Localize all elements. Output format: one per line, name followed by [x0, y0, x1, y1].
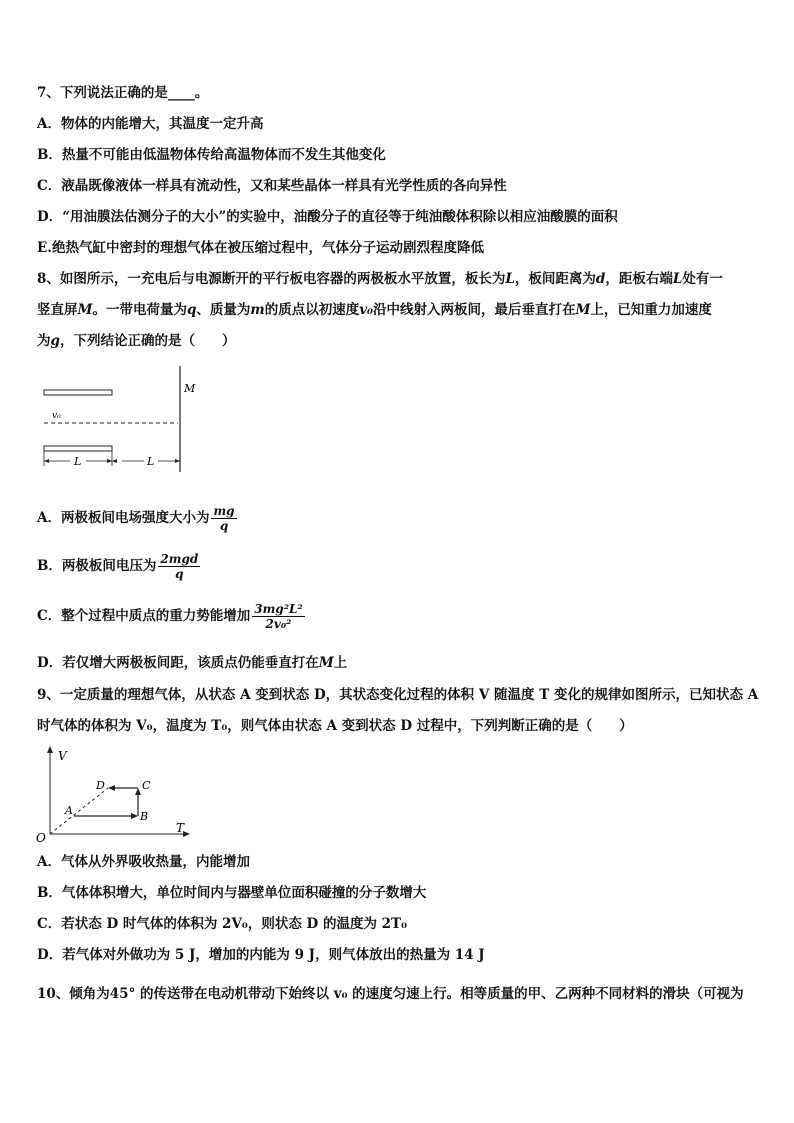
q9-stem-line1: 9、一定质量的理想气体，从状态 A 变到状态 D，其状态变化过程的体积 V 随温度 T 变化的规律如图所示，已知状态 A — [37, 687, 759, 703]
origin-label: O — [36, 831, 46, 844]
v-axis-label: V — [58, 749, 67, 763]
point-c-label: C — [142, 779, 151, 792]
q7-option-a: A．物体的内能增大，其温度一定升高 — [37, 116, 264, 132]
q9-option-d: D．若气体对外做功为 5 J，增加的内能为 9 J，则气体放出的热量为 14 J — [37, 947, 485, 963]
q7-option-d: D．“用油膜法估测分子的大小”的实验中，油酸分子的直径等于纯油酸体积除以相应油酸膜的面积 — [37, 209, 618, 225]
q10-stem-line1: 10、倾角为45° 的传送带在电动机带动下始终以 v₀ 的速度匀速上行。相等质量的甲、乙两种不同材料的滑块（可视为 — [37, 986, 744, 1002]
q8-stem-line1: 8、如图所示，一充电后与电源断开的平行板电容器的两极板水平放置，板长为L，板间距离为d，距板右端L处有一 — [37, 271, 723, 287]
q8-option-b: B．两极板间电压为 $\frac{\text{2mgd}}{q}$ — [37, 552, 199, 581]
point-d-label: D — [96, 779, 105, 792]
q7-option-e: E.绝热气缸中密封的理想气体在被压缩过程中，气体分子运动剧烈程度降低 — [37, 240, 484, 256]
point-a-label: A — [65, 804, 73, 817]
q7-option-b: B．热量不可能由低温物体传给高温物体而不发生其他变化 — [37, 147, 386, 163]
q7-option-c: C．液晶既像液体一样具有流动性，又和某些晶体一样具有光学性质的各向异性 — [37, 178, 507, 194]
length-label-1: L — [74, 455, 82, 468]
q8-stem-line2: 竖直屏M。一带电荷量为q、质量为m的质点以初速度v₀沿中线射入两板间，最后垂直打在M上，已知重力加速度 — [37, 302, 712, 318]
q7-stem: 7、下列说法正确的是____。 — [37, 85, 209, 101]
length-label-2: L — [147, 455, 155, 468]
q8-option-d: D．若仅增大两极板间距，该质点仍能垂直打在M上 — [37, 655, 348, 671]
t-axis-label: T — [176, 821, 185, 835]
v0-label: v₀ — [52, 411, 61, 421]
point-b-label: B — [140, 810, 149, 823]
capacitor-figure — [38, 366, 198, 476]
screen-label: M — [184, 382, 196, 395]
q9-option-b: B．气体体积增大，单位时间内与器壁单位面积碰撞的分子数增大 — [37, 885, 427, 901]
q8-option-c: C．整个过程中质点的重力势能增加 $\frac{\text{3mg²L²}}{\text{2v₀²}}$ — [37, 602, 303, 631]
q8-stem-line3: 为g，下列结论正确的是（ ） — [37, 333, 236, 349]
upper-plate — [44, 390, 112, 395]
q8-option-a: A．两极板间电场强度大小为 $\frac{mg}{q}$ — [37, 504, 235, 533]
vt-graph-figure — [34, 744, 194, 844]
q9-option-c: C．若状态 D 时气体的体积为 2V₀，则状态 D 的温度为 2T₀ — [37, 916, 407, 932]
q9-stem-line2: 时气体的体积为 V₀，温度为 T₀，则气体由状态 A 变到状态 D 过程中，下列判断正确的是（ ） — [37, 718, 633, 734]
q9-option-a: A．气体从外界吸收热量，内能增加 — [37, 854, 250, 870]
lower-plate — [44, 446, 112, 451]
dashed-line — [50, 788, 108, 834]
